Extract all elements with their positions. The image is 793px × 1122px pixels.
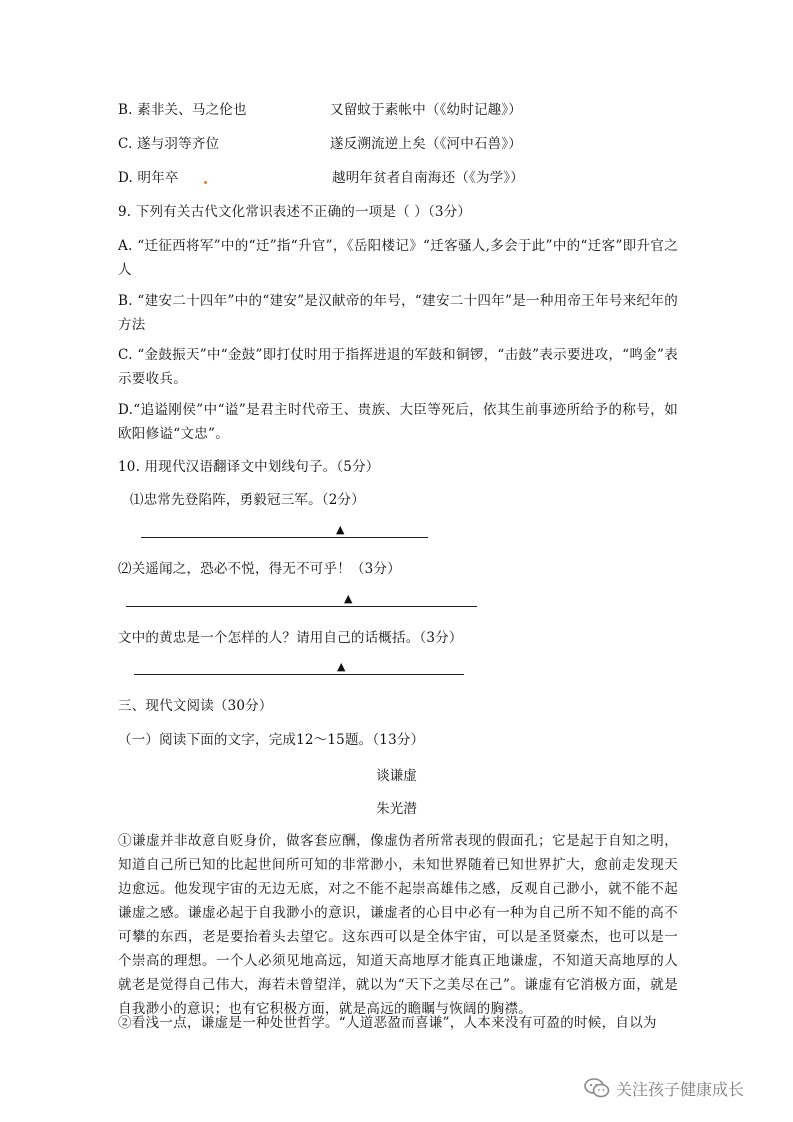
q9-option-d: D.“追谥刚侯”中“谥”是君主时代帝王、贵族、大臣等死后，依其生前事迹所给予的称号，如欧阳修谥“文忠”。 — [118, 402, 678, 442]
q10-sentence-1: ⑴忠常先登陷阵，勇毅冠三军。（2分） — [130, 492, 365, 508]
option-c-left: C. 遂与羽等齐位 — [118, 136, 220, 152]
article-title: 谈谦虚 — [376, 768, 417, 784]
stray-dot — [204, 181, 207, 184]
option-c-right: 遂反溯流逆上矣（《河中石兽》） — [330, 136, 522, 152]
section-3-title: 三、现代文阅读（30分） — [118, 698, 273, 714]
watermark-text: 关注孩子健康成长 — [616, 1079, 745, 1099]
q9-stem: 9. 下列有关古代文化常识表述不正确的一项是（ ）（3分） — [118, 204, 472, 220]
q11-stem: 文中的黄忠是一个怎样的人？请用自己的话概括。（3分） — [118, 630, 463, 646]
option-d-left: D. 明年卒 — [118, 170, 179, 186]
answer-marker-2: ▲ — [344, 592, 353, 605]
answer-line-3[interactable] — [134, 674, 464, 675]
option-b-right: 又留蚊于素帐中（《幼时记趣》） — [330, 102, 522, 118]
answer-line-2[interactable] — [126, 606, 477, 607]
q9-option-c: C. “金鼓振天”中“金鼓”即打仗时用于指挥进退的军鼓和铜锣，“击鼓”表示要进攻，“鸣金”表示要收兵。 — [118, 347, 678, 387]
q9-option-a: A. “迁征西将军”中的“迁”指“升官”，《岳阳楼记》“迁客骚人,多会于此”中的“迁客”即升官之人 — [118, 238, 678, 278]
q10-sentence-2: ⑵关遥闻之，恐必不悦，得无不可乎！（3分） — [118, 561, 401, 577]
option-b-left: B. 素非关、马之伦也 — [118, 102, 247, 118]
answer-marker-3: ▲ — [337, 660, 346, 673]
answer-marker-1: ▲ — [336, 523, 345, 536]
watermark — [584, 1074, 744, 1102]
answer-line-1[interactable] — [141, 537, 428, 538]
article-paragraph-1: ①谦虚并非故意自贬身价，做客套应酬，像虚伪者所常表现的假面孔；它是起于自知之明，知道自己所已知的比起世间所可知的非常渺小，未知世界随着已知世界扩大，愈前走发现天边愈远。他发现宇宙的无边无底，对之不能不起崇高雄伟之感，反观自己渺小，就不能不起谦虚之感。谦虚必起于自我渺小的意识，谦虚者的心目中必有一种为自己所不知不能的高不可攀的东西，老是要抬着头去望它。这东西可以是全体宇宙，可以是圣贤豪杰，也可以是一个崇高的理想。一个人必须见地高远，知道天高地厚才能真正地谦虚，不知道天高地厚的人就老是觉得自己伟大，海若未曾望洋，就以为“天下之美尽在己”。谦虚有它消极方面，就是自我渺小的意识；也有它积极方面，就是高远的瞻瞩与恢阔的胸襟。 — [118, 833, 678, 1017]
section-3-subtitle: （一）阅读下面的文字，完成12～15题。（13分） — [118, 732, 425, 748]
article-paragraph-2: ②看浅一点，谦虚是一种处世哲学。“人道恶盈而喜谦”，人本来没有可盈的时候，自以为 — [118, 1015, 657, 1031]
option-d-right: 越明年贫者自南海还（《为学》） — [332, 170, 524, 186]
article-author: 朱光潜 — [376, 801, 417, 817]
q9-option-b: B. “建安二十四年”中的“建安”是汉献帝的年号，“建安二十四年”是一种用帝王年号来纪年的方法 — [118, 293, 678, 333]
wechat-icon — [584, 1078, 610, 1098]
q10-stem: 10. 用现代汉语翻译文中划线句子。（5分） — [118, 459, 380, 475]
